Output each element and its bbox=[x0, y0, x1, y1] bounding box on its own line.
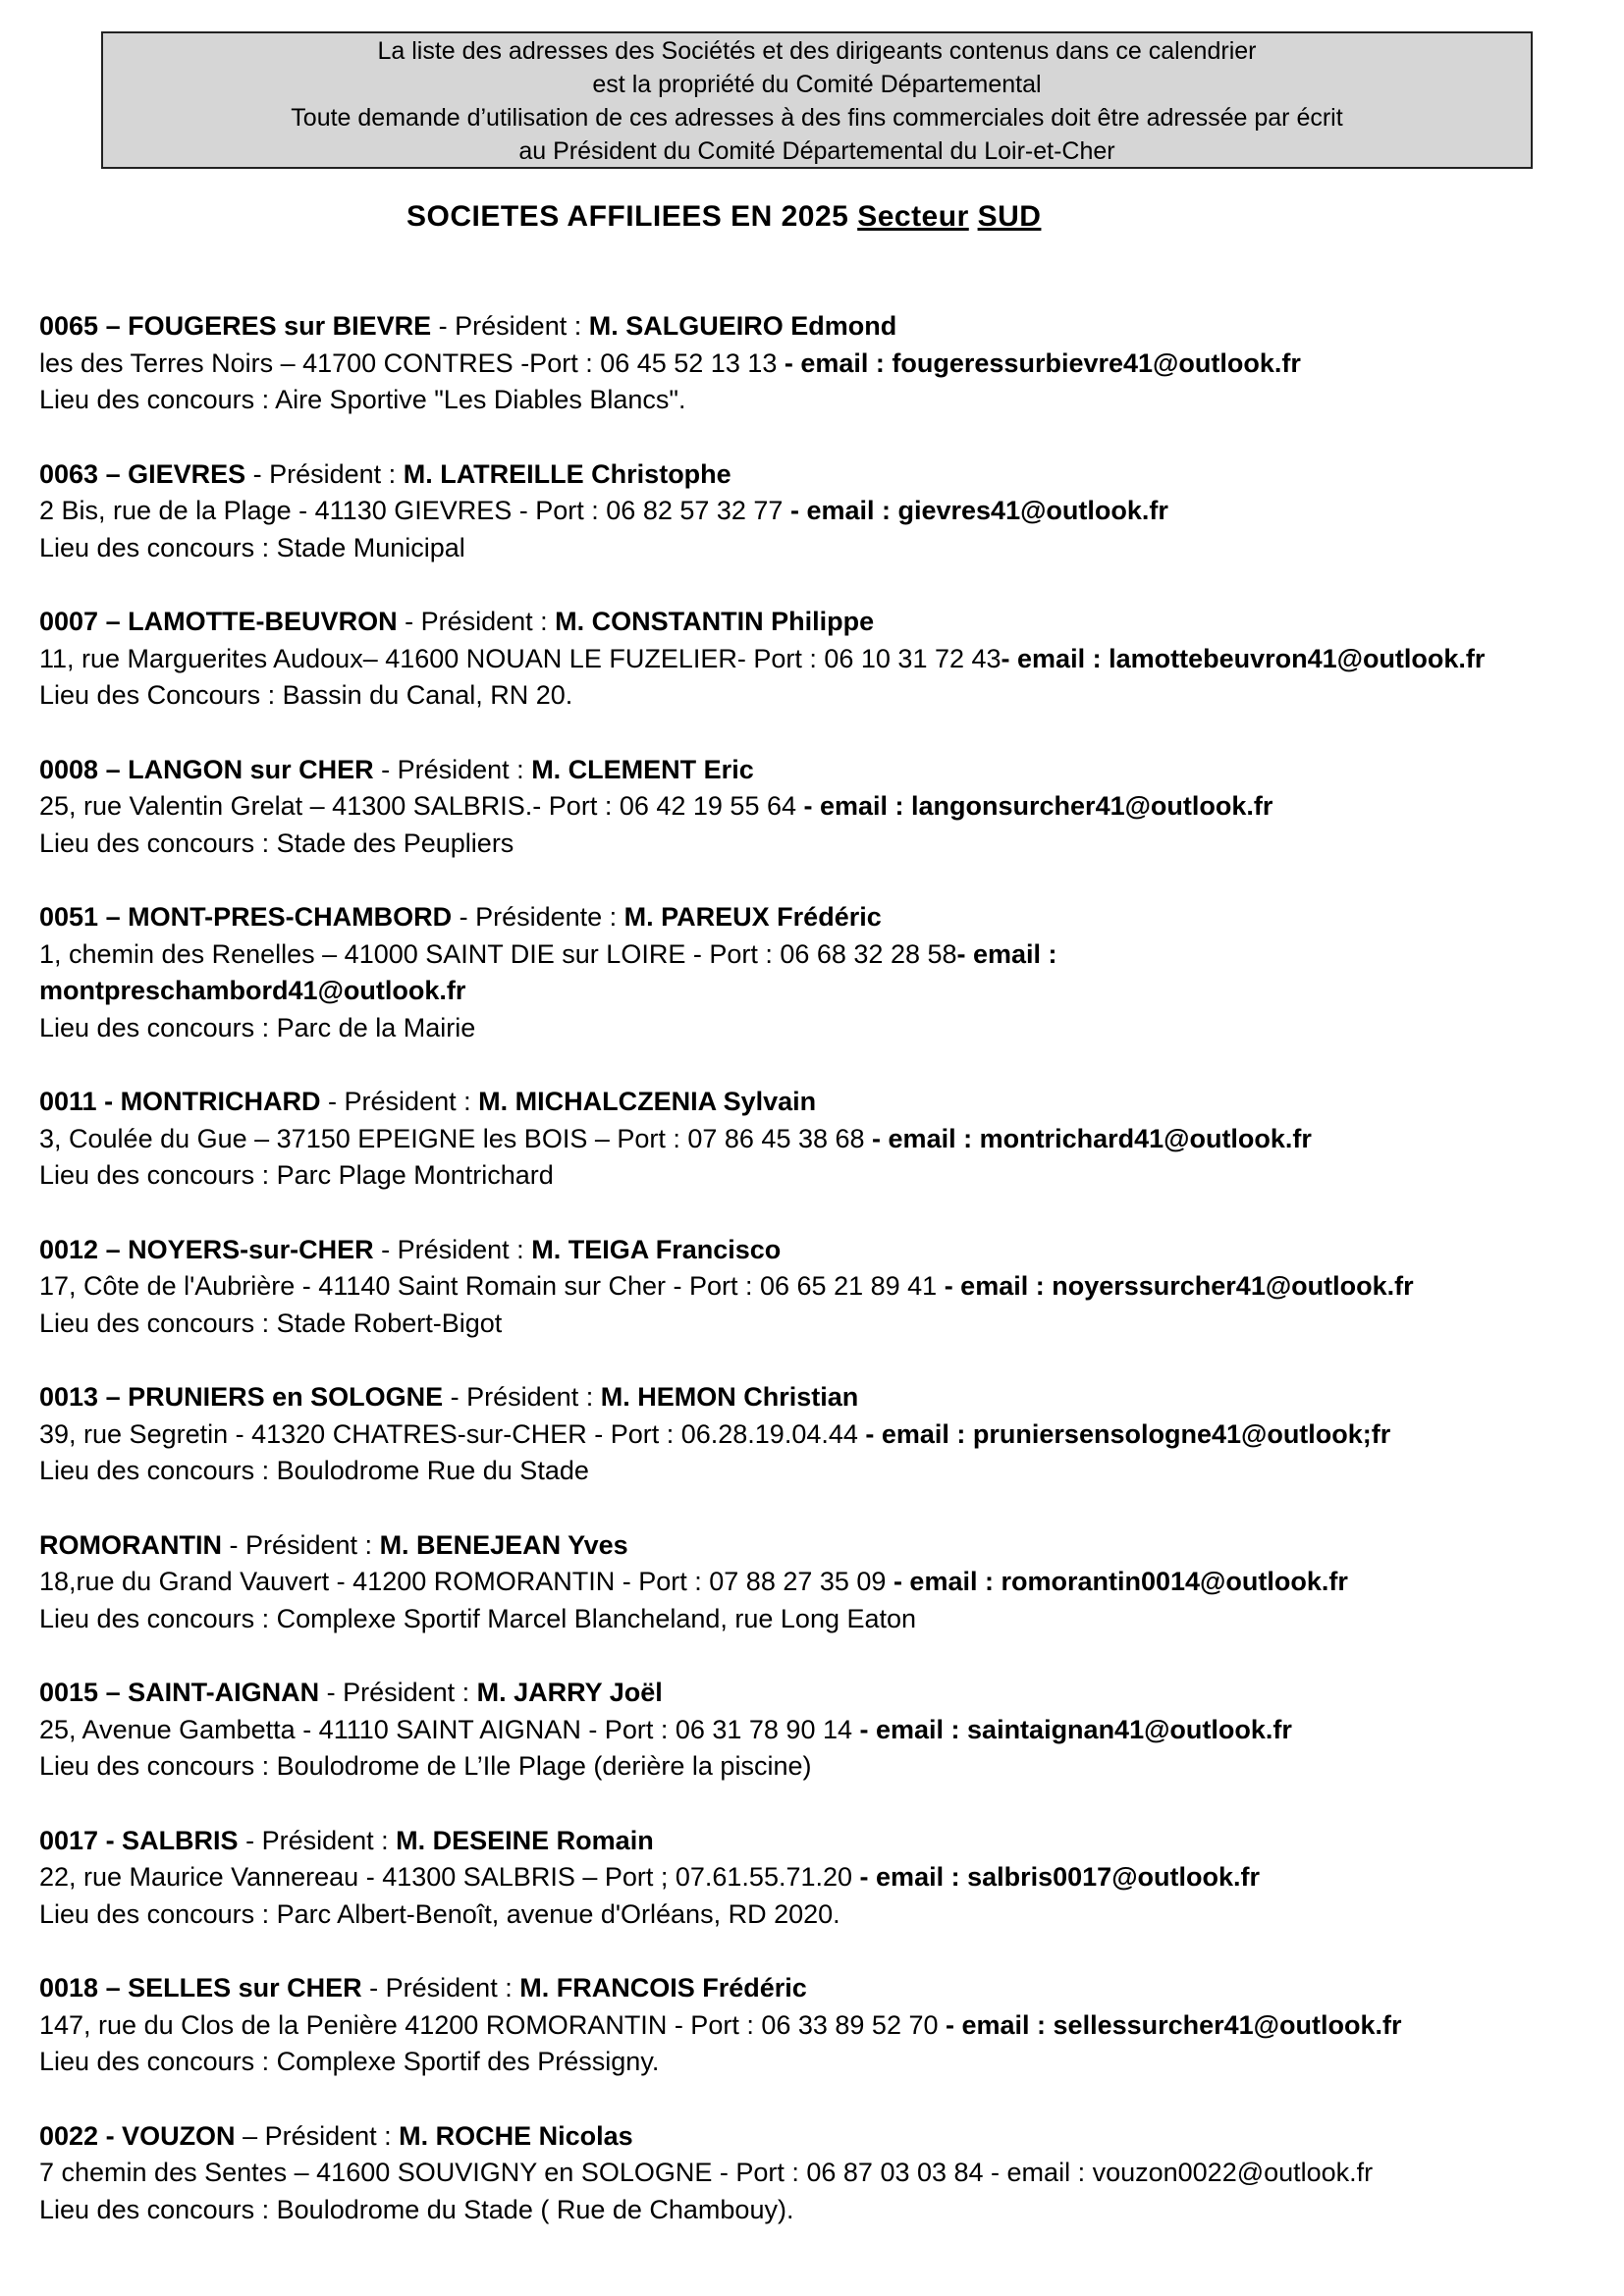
role-label: - Président : bbox=[245, 458, 404, 489]
email-label: - email : bbox=[852, 1714, 968, 1744]
venue-label: Lieu des concours : bbox=[39, 2047, 277, 2076]
club-name: 0008 – LANGON sur CHER bbox=[39, 754, 374, 784]
club-address: 1, chemin des Renelles – 41000 SAINT DIE sur LOIRE - Port : 06 68 32 28 58 bbox=[39, 938, 957, 969]
club-entry bbox=[39, 1379, 1610, 1490]
email-link[interactable]: fougeressurbievre41@outlook.fr bbox=[892, 347, 1301, 378]
club-header bbox=[39, 1232, 1610, 1269]
club-entry bbox=[39, 899, 1610, 1046]
role-label: - Président : bbox=[320, 1087, 479, 1116]
venue-name: Complexe Sportif des Préssigny. bbox=[276, 2047, 660, 2076]
club-address: 25, rue Valentin Grelat – 41300 SALBRIS.- Port : 06 42 19 55 64 bbox=[39, 791, 796, 821]
email-label: - email : bbox=[983, 2158, 1093, 2187]
club-address: 2 Bis, rue de la Plage - 41130 GIEVRES - Port : 06 82 57 32 77 bbox=[39, 496, 784, 525]
president-name: M. SALGUEIRO Edmond bbox=[588, 311, 897, 341]
venue-name: Aire Sportive "Les Diables Blancs". bbox=[275, 385, 686, 414]
club-header bbox=[39, 1527, 1610, 1565]
club-address: 11, rue Marguerites Audoux– 41600 NOUAN LE FUZELIER- Port : 06 10 31 72 43 bbox=[39, 643, 1001, 673]
email-link[interactable]: sellessurcher41@outlook.fr bbox=[1053, 2009, 1402, 2040]
venue-name: Stade Municipal bbox=[276, 532, 465, 562]
venue-label: Lieu des concours : bbox=[39, 1603, 277, 1633]
role-label: - Président : bbox=[373, 754, 532, 784]
club-venue bbox=[39, 1157, 1610, 1195]
club-name: 0011 - MONTRICHARD bbox=[39, 1087, 321, 1116]
role-label: - Président : bbox=[221, 1529, 380, 1560]
email-link[interactable]: vouzon0022@outlook.fr bbox=[1092, 2158, 1374, 2187]
club-address: 39, rue Segretin - 41320 CHATRES-sur-CHER - Port : 06.28.19.04.44 bbox=[39, 1418, 858, 1449]
title-secteur: Secteur bbox=[857, 200, 969, 233]
club-venue bbox=[39, 2044, 1610, 2081]
club-entry bbox=[39, 2118, 1610, 2229]
president-name: M. DESEINE Romain bbox=[396, 1825, 654, 1855]
club-venue bbox=[39, 1748, 1610, 1786]
email-link[interactable]: montpreschambord41@outlook.fr bbox=[39, 976, 466, 1005]
club-contact bbox=[39, 1416, 1610, 1454]
notice-line: au Président du Comité Départemental du Loir-et-Cher bbox=[518, 137, 1115, 165]
venue-label: Lieu des concours : bbox=[39, 2194, 277, 2224]
club-header bbox=[39, 456, 1610, 494]
club-address: 17, Côte de l'Aubrière - 41140 Saint Romain sur Cher - Port : 06 65 21 89 41 bbox=[39, 1271, 938, 1301]
president-name: M. JARRY Joël bbox=[476, 1678, 663, 1707]
venue-label: Lieu des concours : bbox=[39, 1308, 277, 1338]
club-header bbox=[39, 2118, 1610, 2156]
club-name: 0063 – GIEVRES bbox=[39, 458, 246, 489]
club-entry bbox=[39, 1232, 1610, 1343]
club-contact bbox=[39, 2007, 1610, 2045]
email-link[interactable]: lamottebeuvron41@outlook.fr bbox=[1109, 643, 1486, 673]
club-address: 18,rue du Grand Vauvert - 41200 ROMORANTIN - Port : 07 88 27 35 09 bbox=[39, 1567, 887, 1596]
club-venue bbox=[39, 677, 1610, 715]
email-link[interactable]: romorantin0014@outlook.fr bbox=[1001, 1567, 1348, 1596]
title-zone: SUD bbox=[977, 200, 1042, 233]
venue-name: Complexe Sportif Marcel Blancheland, rue Long Eaton bbox=[276, 1603, 917, 1633]
club-header bbox=[39, 1823, 1610, 1860]
venue-name: Bassin du Canal, RN 20. bbox=[282, 680, 573, 710]
club-address: 147, rue du Clos de la Penière 41200 ROMORANTIN - Port : 06 33 89 52 70 bbox=[39, 2009, 939, 2040]
club-contact bbox=[39, 346, 1610, 383]
club-contact bbox=[39, 1268, 1610, 1306]
club-entry bbox=[39, 604, 1610, 715]
club-name: 0012 – NOYERS-sur-CHER bbox=[39, 1234, 374, 1264]
club-contact bbox=[39, 493, 1610, 530]
club-address: 7 chemin des Sentes – 41600 SOUVIGNY en SOLOGNE - Port : 06 87 03 03 84 bbox=[39, 2158, 984, 2187]
club-contact-continued bbox=[39, 973, 1610, 1010]
email-link[interactable]: montrichard41@outlook.fr bbox=[979, 1123, 1312, 1153]
club-entry bbox=[39, 1527, 1610, 1638]
president-name: M. PAREUX Frédéric bbox=[623, 902, 882, 932]
club-entry bbox=[39, 308, 1610, 419]
club-contact bbox=[39, 1121, 1610, 1158]
venue-label: Lieu des concours : bbox=[39, 1160, 277, 1190]
role-label: - Président : bbox=[397, 607, 556, 636]
club-venue bbox=[39, 826, 1610, 863]
ownership-notice bbox=[101, 31, 1533, 169]
club-address: les des Terres Noirs – 41700 CONTRES -Port : 06 45 52 13 13 bbox=[39, 347, 778, 378]
president-name: M. CONSTANTIN Philippe bbox=[555, 607, 875, 636]
club-header bbox=[39, 308, 1610, 346]
club-header bbox=[39, 1084, 1610, 1121]
club-name: 0018 – SELLES sur CHER bbox=[39, 1973, 362, 2002]
club-contact bbox=[39, 788, 1610, 826]
email-label: - email : bbox=[938, 2009, 1054, 2040]
email-label: - email : bbox=[777, 347, 893, 378]
email-label: - email : bbox=[783, 496, 898, 525]
venue-label: Lieu des concours : bbox=[39, 1456, 277, 1485]
venue-name: Boulodrome de L’Ile Plage (derière la piscine) bbox=[276, 1751, 812, 1781]
venue-label: Lieu des concours : bbox=[39, 1012, 277, 1042]
club-header bbox=[39, 1379, 1610, 1416]
venue-name: Stade des Peupliers bbox=[276, 828, 514, 858]
venue-label: Lieu des concours : bbox=[39, 1898, 277, 1929]
venue-name: Stade Robert-Bigot bbox=[276, 1308, 503, 1338]
email-link[interactable]: langonsurcher41@outlook.fr bbox=[911, 791, 1273, 821]
president-name: M. HEMON Christian bbox=[600, 1382, 859, 1412]
page-title bbox=[406, 200, 1041, 234]
club-name: 0051 – MONT-PRES-CHAMBORD bbox=[39, 902, 453, 932]
club-contact bbox=[39, 1859, 1610, 1896]
club-header bbox=[39, 899, 1610, 936]
club-name: 0007 – LAMOTTE-BEUVRON bbox=[39, 607, 398, 636]
president-name: M. TEIGA Francisco bbox=[531, 1234, 782, 1264]
venue-label: Lieu des concours : bbox=[39, 532, 277, 562]
venue-name: Parc Plage Montrichard bbox=[276, 1160, 554, 1190]
email-label: - email : bbox=[852, 1862, 968, 1892]
club-address: 22, rue Maurice Vannereau - 41300 SALBRIS – Port ; 07.61.55.71.20 bbox=[39, 1862, 853, 1892]
email-label: - email : bbox=[1001, 643, 1110, 673]
role-label: - Président : bbox=[373, 1234, 532, 1264]
role-label: - Président : bbox=[319, 1678, 477, 1707]
president-name: M. BENEJEAN Yves bbox=[379, 1529, 628, 1560]
club-header bbox=[39, 1675, 1610, 1712]
email-link[interactable]: gievres41@outlook.fr bbox=[897, 496, 1168, 525]
email-link[interactable]: saintaignan41@outlook.fr bbox=[967, 1714, 1292, 1744]
club-contact bbox=[39, 936, 1610, 974]
email-link[interactable]: noyerssurcher41@outlook.fr bbox=[1052, 1271, 1414, 1301]
club-entry bbox=[39, 1084, 1610, 1195]
club-contact bbox=[39, 1712, 1610, 1749]
club-address: 3, Coulée du Gue – 37150 EPEIGNE les BOIS – Port : 07 86 45 38 68 bbox=[39, 1123, 865, 1153]
club-name: 0022 - VOUZON bbox=[39, 2120, 236, 2151]
club-venue bbox=[39, 382, 1610, 419]
club-header bbox=[39, 604, 1610, 641]
venue-label: Lieu des Concours : bbox=[39, 680, 283, 710]
president-name: M. CLEMENT Eric bbox=[531, 754, 754, 784]
club-venue bbox=[39, 1010, 1610, 1047]
club-venue bbox=[39, 1306, 1610, 1343]
club-address: 25, Avenue Gambetta - 41110 SAINT AIGNAN - Port : 06 31 78 90 14 bbox=[39, 1714, 852, 1744]
email-label: - email : bbox=[857, 1418, 973, 1449]
president-name: M. MICHALCZENIA Sylvain bbox=[478, 1087, 817, 1116]
club-venue bbox=[39, 2192, 1610, 2229]
role-label: - Présidente : bbox=[452, 902, 624, 932]
venue-label: Lieu des concours : bbox=[39, 385, 276, 414]
role-label: - Président : bbox=[443, 1382, 601, 1412]
notice-line: Toute demande d’utilisation de ces adresses à des fins commerciales doit être adressée par écrit bbox=[291, 104, 1343, 132]
notice-line: est la propriété du Comité Départemental bbox=[592, 71, 1042, 98]
club-venue bbox=[39, 1453, 1610, 1490]
club-entry bbox=[39, 1675, 1610, 1786]
venue-label: Lieu des concours : bbox=[39, 828, 277, 858]
role-label: - Président : bbox=[361, 1973, 520, 2002]
club-name: 0013 – PRUNIERS en SOLOGNE bbox=[39, 1382, 444, 1412]
club-contact bbox=[39, 2155, 1610, 2192]
email-link[interactable]: pruniersensologne41@outlook;fr bbox=[972, 1418, 1391, 1449]
club-venue bbox=[39, 530, 1610, 567]
email-label: - email : bbox=[864, 1123, 980, 1153]
club-list bbox=[39, 308, 1610, 2266]
club-header bbox=[39, 752, 1610, 789]
club-name: 0017 - SALBRIS bbox=[39, 1825, 239, 1855]
role-label: - Président : bbox=[238, 1825, 397, 1855]
club-name: 0015 – SAINT-AIGNAN bbox=[39, 1678, 320, 1707]
venue-name: Parc Albert-Benoît, avenue d'Orléans, RD 2020. bbox=[276, 1898, 840, 1929]
venue-name: Boulodrome Rue du Stade bbox=[276, 1456, 589, 1485]
email-link[interactable]: salbris0017@outlook.fr bbox=[967, 1862, 1261, 1892]
club-entry bbox=[39, 456, 1610, 567]
venue-label: Lieu des concours : bbox=[39, 1751, 277, 1781]
club-entry bbox=[39, 752, 1610, 863]
president-name: M. LATREILLE Christophe bbox=[403, 458, 731, 489]
email-label: - email : bbox=[796, 791, 912, 821]
email-label: - email : bbox=[956, 938, 1057, 969]
club-contact bbox=[39, 641, 1610, 678]
title-prefix: SOCIETES AFFILIEES EN 2025 bbox=[406, 200, 849, 233]
club-header bbox=[39, 1970, 1610, 2007]
role-label: - Président : bbox=[431, 311, 589, 341]
role-label: – Président : bbox=[235, 2120, 400, 2151]
club-entry bbox=[39, 1970, 1610, 2081]
email-label: - email : bbox=[886, 1567, 1001, 1596]
club-venue bbox=[39, 1601, 1610, 1638]
president-name: M. FRANCOIS Frédéric bbox=[519, 1973, 807, 2002]
notice-line: La liste des adresses des Sociétés et des dirigeants contenus dans ce calendrier bbox=[377, 37, 1257, 65]
venue-name: Boulodrome du Stade ( Rue de Chambouy). bbox=[276, 2194, 794, 2224]
club-entry bbox=[39, 1823, 1610, 1934]
club-name: ROMORANTIN bbox=[39, 1529, 222, 1560]
email-label: - email : bbox=[937, 1271, 1053, 1301]
club-name: 0065 – FOUGERES sur BIEVRE bbox=[39, 311, 432, 341]
club-venue bbox=[39, 1896, 1610, 1934]
president-name: M. ROCHE Nicolas bbox=[399, 2120, 633, 2151]
venue-name: Parc de la Mairie bbox=[276, 1012, 476, 1042]
club-contact bbox=[39, 1564, 1610, 1601]
